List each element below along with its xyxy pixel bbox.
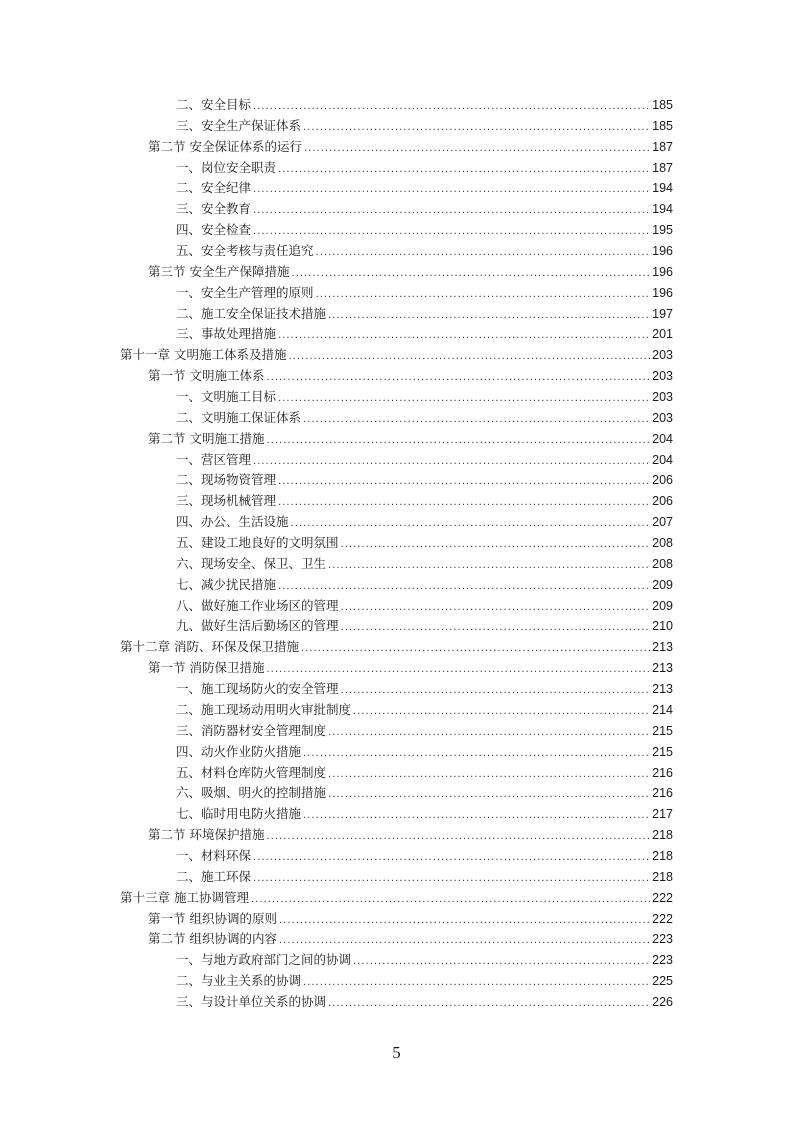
toc-entry-page: 187: [652, 160, 673, 175]
toc-entry-page: 206: [652, 473, 673, 488]
toc-entry-page: 215: [652, 723, 673, 738]
toc-entry-chapter[interactable]: [120, 888, 673, 909]
toc-entry-title: 三、安全生产保证体系: [176, 117, 302, 133]
toc-dot-leader: [328, 723, 650, 744]
toc-entry-title: 第一节 消防保卫措施: [148, 660, 265, 676]
toc-entry-item[interactable]: [176, 220, 673, 241]
toc-entry-page: 223: [652, 932, 673, 947]
toc-entry-item[interactable]: [176, 241, 673, 262]
toc-entry-page: 208: [652, 556, 673, 571]
toc-entry-page: 213: [652, 640, 673, 655]
toc-entry-page: 196: [652, 244, 673, 259]
toc-entry-page: 195: [652, 223, 673, 238]
toc-dot-leader: [253, 222, 650, 243]
toc-entry-page: 207: [652, 515, 673, 530]
toc-entry-item[interactable]: [176, 387, 673, 408]
toc-entry-item[interactable]: [176, 763, 673, 784]
toc-entry-page: 215: [652, 744, 673, 759]
toc-dot-leader: [303, 118, 650, 139]
toc-entry-item[interactable]: [176, 700, 673, 721]
toc-dot-leader: [353, 952, 650, 973]
table-of-contents: [0, 95, 793, 1013]
toc-dot-leader: [279, 931, 650, 952]
toc-entry-title: 二、施工安全保证技术措施: [176, 305, 327, 321]
toc-entry-title: 第三节 安全生产保障措施: [148, 263, 290, 279]
toc-entry-title: 第二节 组织协调的内容: [148, 931, 277, 947]
toc-dot-leader: [278, 160, 650, 181]
toc-entry-item[interactable]: [176, 846, 673, 867]
toc-entry-item[interactable]: [176, 450, 673, 471]
toc-entry-item[interactable]: [176, 616, 673, 637]
toc-entry-page: 203: [652, 390, 673, 405]
toc-entry-page: 196: [652, 264, 673, 279]
toc-entry-title: 六、吸烟、明火的控制措施: [176, 785, 327, 801]
toc-entry-section[interactable]: [148, 366, 673, 387]
toc-entry-title: 第二节 文明施工措施: [148, 430, 265, 446]
toc-entry-title: 第二节 安全保证体系的运行: [148, 138, 302, 154]
toc-entry-page: 225: [652, 974, 673, 989]
toc-dot-leader: [279, 911, 650, 932]
toc-dot-leader: [253, 180, 650, 201]
toc-dot-leader: [278, 493, 650, 514]
toc-dot-leader: [341, 535, 651, 556]
toc-entry-title: 三、事故处理措施: [176, 326, 277, 342]
toc-dot-leader: [328, 994, 650, 1015]
toc-entry-item[interactable]: [176, 408, 673, 429]
toc-entry-page: 203: [652, 348, 673, 363]
toc-entry-page: 209: [652, 598, 673, 613]
toc-entry-chapter[interactable]: [120, 345, 673, 366]
toc-entry-title: 六、现场安全、保卫、卫生: [176, 555, 327, 571]
toc-entry-title: 三、安全教育: [176, 201, 252, 217]
toc-entry-title: 一、岗位安全职责: [176, 159, 277, 175]
toc-entry-title: 二、施工环保: [176, 868, 252, 884]
toc-dot-leader: [328, 785, 650, 806]
toc-entry-title: 三、消防器材安全管理制度: [176, 722, 327, 738]
toc-entry-page: 203: [652, 369, 673, 384]
toc-entry-section[interactable]: [148, 658, 673, 679]
toc-entry-title: 三、与设计单位关系的协调: [176, 993, 327, 1009]
toc-dot-leader: [278, 472, 650, 493]
toc-dot-leader: [328, 306, 650, 327]
toc-entry-item[interactable]: [176, 304, 673, 325]
toc-dot-leader: [253, 869, 650, 890]
toc-entry-item[interactable]: [176, 283, 673, 304]
toc-dot-leader: [341, 681, 651, 702]
toc-entry-item[interactable]: [176, 867, 673, 888]
toc-entry-item[interactable]: [176, 679, 673, 700]
toc-dot-leader: [266, 660, 650, 681]
toc-dot-leader: [266, 827, 650, 848]
toc-entry-title: 五、建设工地良好的文明氛围: [176, 535, 339, 551]
toc-entry-section[interactable]: [148, 137, 673, 158]
toc-entry-page: 209: [652, 577, 673, 592]
toc-entry-page: 201: [652, 327, 673, 342]
toc-dot-leader: [291, 514, 651, 535]
toc-entry-title: 一、与地方政府部门之间的协调: [176, 952, 352, 968]
toc-entry-title: 一、材料环保: [176, 847, 252, 863]
toc-dot-leader: [316, 243, 651, 264]
toc-entry-item[interactable]: [176, 804, 673, 825]
toc-entry-page: 222: [652, 890, 673, 905]
toc-entry-page: 218: [652, 869, 673, 884]
toc-entry-page: 185: [652, 118, 673, 133]
toc-dot-leader: [303, 806, 650, 827]
toc-entry-title: 第一节 文明施工体系: [148, 368, 265, 384]
toc-entry-title: 一、施工现场防火的安全管理: [176, 681, 339, 697]
toc-dot-leader: [304, 139, 650, 160]
toc-entry-page: 217: [652, 807, 673, 822]
toc-entry-title: 三、现场机械管理: [176, 493, 277, 509]
toc-entry-title: 二、施工现场动用明火审批制度: [176, 701, 352, 717]
toc-entry-page: 208: [652, 536, 673, 551]
toc-entry-title: 一、文明施工目标: [176, 389, 277, 405]
toc-entry-item[interactable]: [176, 116, 673, 137]
toc-dot-leader: [328, 556, 650, 577]
toc-entry-section[interactable]: [148, 825, 673, 846]
toc-entry-page: 197: [652, 306, 673, 321]
toc-entry-page: 204: [652, 452, 673, 467]
toc-entry-title: 二、现场物资管理: [176, 472, 277, 488]
toc-entry-page: 218: [652, 848, 673, 863]
toc-entry-title: 二、与业主关系的协调: [176, 973, 302, 989]
toc-dot-leader: [253, 201, 650, 222]
toc-entry-page: 210: [652, 619, 673, 634]
toc-entry-item[interactable]: [176, 199, 673, 220]
toc-entry-item[interactable]: [176, 950, 673, 971]
toc-dot-leader: [278, 326, 650, 347]
toc-entry-item[interactable]: [176, 554, 673, 575]
toc-entry-page: 194: [652, 202, 673, 217]
page-number: 5: [392, 1043, 401, 1062]
toc-entry-item[interactable]: [176, 324, 673, 345]
toc-dot-leader: [328, 765, 650, 786]
toc-entry-title: 四、动火作业防火措施: [176, 743, 302, 759]
toc-entry-title: 五、材料仓库防火管理制度: [176, 764, 327, 780]
toc-entry-title: 四、安全检查: [176, 222, 252, 238]
toc-dot-leader: [303, 744, 650, 765]
toc-entry-title: 第十二章 消防、环保及保卫措施: [120, 639, 299, 655]
toc-entry-title: 二、安全纪律: [176, 180, 252, 196]
toc-entry-item[interactable]: [176, 992, 673, 1013]
toc-entry-title: 第十一章 文明施工体系及措施: [120, 347, 287, 363]
toc-entry-item[interactable]: [176, 470, 673, 491]
toc-entry-chapter[interactable]: [120, 637, 673, 658]
toc-entry-item[interactable]: [176, 783, 673, 804]
toc-entry-section[interactable]: [148, 909, 673, 930]
toc-entry-title: 二、安全目标: [176, 97, 252, 112]
toc-entry-title: 九、做好生活后勤场区的管理: [176, 618, 339, 634]
toc-dot-leader: [341, 598, 651, 619]
toc-entry-title: 第十三章 施工协调管理: [120, 889, 249, 905]
toc-entry-page: 226: [652, 994, 673, 1009]
toc-dot-leader: [301, 639, 650, 660]
toc-entry-section[interactable]: [148, 929, 673, 950]
toc-entry-item[interactable]: [176, 95, 673, 116]
toc-entry-page: 216: [652, 786, 673, 801]
toc-dot-leader: [266, 368, 650, 389]
toc-dot-leader: [291, 264, 650, 285]
toc-entry-title: 一、营区管理: [176, 451, 252, 467]
toc-entry-page: 213: [652, 682, 673, 697]
toc-dot-leader: [341, 618, 651, 639]
toc-dot-leader: [353, 702, 650, 723]
toc-entry-page: 196: [652, 285, 673, 300]
toc-entry-page: 216: [652, 765, 673, 780]
toc-entry-title: 四、办公、生活设施: [176, 514, 289, 530]
toc-dot-leader: [278, 389, 650, 410]
toc-dot-leader: [266, 431, 650, 452]
toc-entry-page: 187: [652, 139, 673, 154]
toc-dot-leader: [253, 848, 650, 869]
toc-dot-leader: [251, 890, 650, 911]
toc-entry-page: 222: [652, 911, 673, 926]
toc-entry-section[interactable]: [148, 429, 673, 450]
toc-dot-leader: [278, 577, 650, 598]
toc-dot-leader: [253, 97, 650, 118]
toc-dot-leader: [253, 452, 650, 473]
toc-entry-page: 206: [652, 494, 673, 509]
toc-entry-page: 213: [652, 661, 673, 676]
toc-entry-page: 218: [652, 828, 673, 843]
toc-entry-title: 七、减少扰民措施: [176, 576, 277, 592]
toc-entry-page: 223: [652, 953, 673, 968]
toc-entry-item[interactable]: [176, 158, 673, 179]
toc-entry-item[interactable]: [176, 721, 673, 742]
toc-entry-title: 一、安全生产管理的原则: [176, 284, 314, 300]
toc-entry-title: 七、临时用电防火措施: [176, 806, 302, 822]
toc-entry-title: 二、文明施工保证体系: [176, 409, 302, 425]
toc-entry-item[interactable]: [176, 512, 673, 533]
toc-entry-item[interactable]: [176, 596, 673, 617]
toc-dot-leader: [303, 410, 650, 431]
toc-dot-leader: [303, 973, 650, 994]
toc-dot-leader: [288, 347, 650, 368]
toc-entry-item[interactable]: [176, 742, 673, 763]
toc-dot-leader: [316, 285, 651, 306]
toc-entry-item[interactable]: [176, 491, 673, 512]
toc-entry-item[interactable]: [176, 178, 673, 199]
toc-entry-title: 第一节 组织协调的原则: [148, 910, 277, 926]
toc-entry-item[interactable]: [176, 971, 673, 992]
toc-entry-item[interactable]: [176, 575, 673, 596]
toc-entry-page: 203: [652, 410, 673, 425]
toc-entry-page: 194: [652, 181, 673, 196]
toc-entry-title: 八、做好施工作业场区的管理: [176, 597, 339, 613]
toc-entry-item[interactable]: [176, 533, 673, 554]
toc-entry-section[interactable]: [148, 262, 673, 283]
toc-entry-page: 185: [652, 98, 673, 112]
toc-entry-page: 214: [652, 702, 673, 717]
toc-entry-title: 五、安全考核与责任追究: [176, 243, 314, 259]
toc-entry-page: 204: [652, 431, 673, 446]
toc-entry-title: 第二节 环境保护措施: [148, 827, 265, 843]
